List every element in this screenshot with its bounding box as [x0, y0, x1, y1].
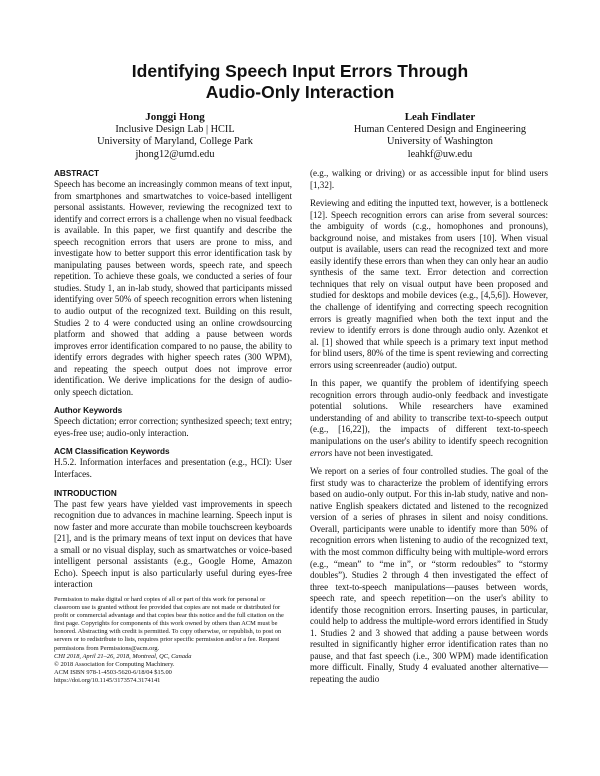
introduction-text: The past few years have yielded vast improvements in speech recognition due to advances in machine learning. Speech input is now faster and more accurate than mobile touchscreen keyboards [21], and is the primary means of text input on devices that have a small or no visual display, such as smartwatches or voice-based intelligent personal assistants (e.g., Google Home, Amazon Echo). Speech input is also particularly useful during eyes-free interaction [54, 498, 292, 590]
left-column [54, 168, 292, 685]
permission-notice: Permission to make digital or hard copies of all or part of this work for personal or classroom use is granted without fee provided that copies are not made or distributed for profit or commercial advantage and that copies bear this notice and the full citation on the first page. Copyrights for components of this work owned by others than ACM must be honored. Abstracting with credit is permitted. To copy otherwise, or republish, to post on servers or to redistribute to lists, requires prior specific permission and/or a fee. Request permissions from Permissions@acm.org. [54, 595, 284, 652]
acm-classification-text: H.5.2. Information interfaces and presentation (e.g., HCI): User Interfaces. [54, 457, 292, 480]
doi-link[interactable]: https://doi.org/10.1145/3173574.3174141 [54, 676, 161, 684]
paragraph: (e.g., walking or driving) or as accessible input for blind users [1,32]. [310, 168, 548, 190]
text-run: have not been investigated. [332, 447, 434, 458]
author-email: leahkf@uw.edu [407, 148, 473, 160]
text-run: In this paper, we quantify the problem of identifying speech recognition errors through audio-only feedback and investigate potential solutions. While researchers have examined understanding of and ability to transcribe text-to-speech output (e.g., [16,22]), the impacts of different text-to-speech manipulations on the user's ability to identify speech recognition [310, 378, 548, 447]
author-institution: University of Maryland, College Park [97, 136, 253, 148]
paragraph: We report on a series of four controlled studies. The goal of the first study was to characterize the problem of identifying errors based on audio-only output. For this in-lab study, native and non-native English speakers dictated and listened to the recognized version of a series of phrases in silent and noisy conditions. Overall, participants were unable to identify more than 50% of recognition errors when listening to audio of the recognized text, with the most common difficulty being with multiple-word errors (e.g., “mean” to “me in”, or “storm redoubles” to “stormy doubles”). Studies 2 through 4 then investigated the effect of three text-to-speech manipulations—pauses between words, speech rate, and speech repetition—on the user's ability to identify those recognition errors. Inserting pauses, in particular, could help to address the multiple-word errors identified in Study 1. Studies 2 and 3 showed that adding a pause between words resulted in significantly higher error identification rates than no pause, and that fast speech (i.e., 300 WPM) made identification more difficult. Finally, Study 4 evaluated another alternative—repeating the audio [310, 466, 548, 684]
author-email: jhong12@umd.edu [135, 148, 215, 160]
author-block-2 [315, 111, 565, 161]
paragraph: Reviewing and editing the inputted text, however, is a bottleneck [12]. Speech recognition errors can arise from several sources: the ambiguity of words (c.g., homophones and pronouns), background noise, and mistakes from users [10]. When visual output is available, users can read the recognized text and more easily identify these errors than when they can only hear an audio synthesis of the same text. Error detection and correction techniques that rely on visual output have been proposed and studied for desktops and mobile devices (e.g., [4,5,6]). However, the challenge of identifying and correcting speech recognition errors is greatly magnified when both the text input and the review to identify errors is done through audio only. Azenkot et al. [1] showed that while speech is a primary text input method for blind users, 80% of the time is spent reviewing and correcting errors using screenreader (audio) output. [310, 198, 548, 370]
paragraph [310, 378, 548, 459]
emphasis-text: errors [310, 447, 333, 458]
keywords-text: Speech dictation; error correction; synthesized speech; text entry; eyes-free use; audio-only interaction. [54, 416, 292, 438]
copyright-footnote [54, 596, 292, 685]
keywords-heading: Author Keywords [54, 406, 123, 416]
abstract-heading: ABSTRACT [54, 169, 100, 178]
author-affiliation: Human Centered Design and Engineering [353, 123, 527, 135]
conference-line: CHI 2018, April 21–26, 2018, Montreal, QC, Canada [54, 652, 192, 660]
paper-title [0, 61, 600, 103]
author-institution: University of Washington [387, 136, 493, 148]
author-block-1 [60, 111, 290, 161]
isbn-line: ACM ISBN 978-1-4503-5620-6/18/04 $15.00 [54, 668, 172, 676]
author-affiliation: Inclusive Design Lab | HCIL [115, 123, 235, 135]
title-line-2: Audio-Only Interaction [205, 82, 395, 102]
author-name: Jonggi Hong [145, 111, 205, 123]
right-column [310, 168, 548, 686]
copyright-line: © 2018 Association for Computing Machinery. [54, 660, 175, 668]
author-name: Leah Findlater [404, 111, 476, 123]
abstract-text: Speech has become an increasingly common means of text input, from smartphones and smartwatches to voice-based intelligent personal assistants. However, reviewing the recognized text to identify and correct errors is a challenge when no visual feedback is available. In this paper, we first quantify and describe the speech recognition errors that users are prone to miss, and investigate how to better support this error identification task by manipulating pauses between words, speech rate, and speech repetition. To achieve these goals, we conducted a series of four studies. Study 1, an in-lab study, showed that participants missed identifying over 50% of speech recognition errors when listening to audio output of the recognized text. Building on this result, Studies 2 to 4 were conducted using an online crowdsourcing platform and showed that adding a pause between words improves error identification compared to no pause, the ability to identify errors degrades with higher speech rates (300 WPM), and repeating the speech output does not improve error identification. We derive implications for the design of audio-only speech dictation. [54, 179, 292, 397]
title-line-1: Identifying Speech Input Errors Through [131, 61, 469, 81]
introduction-heading: INTRODUCTION [54, 488, 117, 498]
acm-classification-heading: ACM Classification Keywords [54, 447, 170, 457]
